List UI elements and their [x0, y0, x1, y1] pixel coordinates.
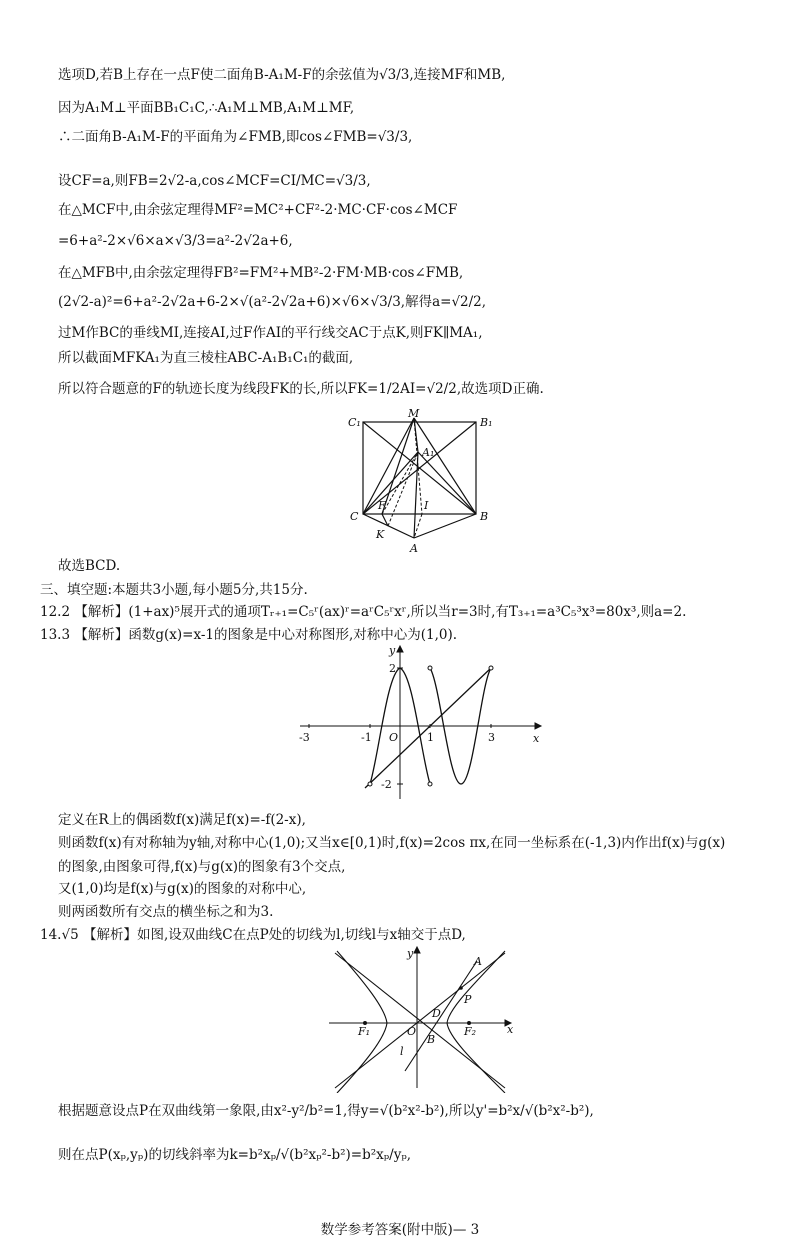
graph-label-2: 2: [389, 662, 396, 675]
label-A1: A₁: [422, 446, 435, 459]
text-line: 根据题意设点P在双曲线第一象限,由x²-y²/b²=1,得y=√(b²x²-b²),所以y'=b²x/√(b²x²-b²),: [58, 1103, 594, 1119]
text-line: ∴二面角B-A₁M-F的平面角为∠FMB,即cos∠FMB=√3/3,: [58, 129, 413, 145]
text-line: 定义在R上的偶函数f(x)满足f(x)=-f(2-x),: [58, 812, 306, 828]
label-C1: C₁: [348, 416, 361, 429]
text-line: 14.√5 【解析】如图,设双曲线C在点P处的切线为l,切线l与x轴交于点D,: [40, 927, 466, 943]
graph-label-y: y: [389, 644, 396, 657]
text-line: 所以截面MFKA₁为直三棱柱ABC-A₁B₁C₁的截面,: [58, 350, 354, 366]
text-line: 过M作BC的垂线MI,连接AI,过F作AI的平行线交AC于点K,则FK∥MA₁,: [58, 325, 483, 341]
text-line: 故选BCD.: [58, 558, 121, 574]
hyper-label-B: B: [427, 1033, 436, 1046]
page-footer: 数学参考答案(附中版)— 3: [320, 1222, 480, 1238]
graph-label-neg3: -3: [299, 731, 310, 744]
graph-label-x: x: [533, 732, 540, 745]
prism-figure: [340, 408, 510, 558]
label-I: I: [424, 499, 429, 512]
graph-label-neg2: -2: [381, 778, 392, 791]
section-heading: 三、填空题:本题共3小题,每小题5分,共15分.: [40, 582, 308, 598]
hyper-label-F1: F₁: [358, 1025, 371, 1038]
label-B1: B₁: [480, 416, 493, 429]
hyper-label-y: y: [407, 947, 414, 960]
graph-label-1: 1: [427, 731, 434, 744]
graph-label-neg1: -1: [361, 731, 372, 744]
text-line: 在△MCF中,由余弦定理得MF²=MC²+CF²-2·MC·CF·cos∠MCF: [58, 202, 458, 218]
text-line: 设CF=a,则FB=2√2-a,cos∠MCF=CI/MC=√3/3,: [58, 173, 371, 189]
hyper-label-F2: F₂: [464, 1025, 477, 1038]
label-C: C: [350, 510, 359, 523]
label-M: M: [408, 408, 420, 420]
hyperbola-figure: [325, 943, 525, 1093]
hyper-label-l: l: [400, 1045, 404, 1058]
hyper-label-P: P: [464, 993, 472, 1006]
label-B: B: [480, 510, 489, 523]
text-line: 13.3 【解析】函数g(x)=x-1的图象是中心对称图形,对称中心为(1,0).: [40, 627, 458, 643]
hyper-label-x: x: [507, 1023, 514, 1036]
graph-label-origin: O: [389, 731, 399, 744]
text-line: 选项D,若B上存在一点F使二面角B-A₁M-F的余弦值为√3/3,连接MF和MB,: [58, 67, 506, 83]
label-K: K: [376, 528, 385, 541]
text-line: (2√2-a)²=6+a²-2√2a+6-2×√(a²-2√2a+6)×√6×√3/3,解得a=√2/2,: [58, 294, 487, 310]
label-A: A: [410, 542, 418, 555]
graph-label-3: 3: [488, 731, 495, 744]
hyper-label-D: D: [432, 1007, 441, 1020]
text-line: =6+a²-2×√6×a×√3/3=a²-2√2a+6,: [58, 233, 293, 249]
text-line: 又(1,0)均是f(x)与g(x)的图象的对称中心,: [58, 881, 307, 897]
text-line: 则函数f(x)有对称轴为y轴,对称中心(1,0);又当x∈[0,1)时,f(x)=2cos πx,在同一坐标系在(-1,3)内作出f(x)与g(x): [58, 835, 726, 851]
text-line: 的图象,由图象可得,f(x)与g(x)的图象有3个交点,: [58, 859, 346, 875]
label-F: F: [378, 499, 386, 512]
hyper-label-A: A: [474, 955, 482, 968]
function-graph: [295, 644, 545, 804]
text-line: 则两函数所有交点的横坐标之和为3.: [58, 904, 274, 920]
text-line: 12.2 【解析】(1+ax)⁵展开式的通项Tᵣ₊₁=C₅ʳ(ax)ʳ=aʳC₅ʳxʳ,所以当r=3时,有T₃₊₁=a³C₅³x³=80x³,则a=2.: [40, 604, 687, 620]
text-line: 所以符合题意的F的轨迹长度为线段FK的长,所以FK=1/2AI=√2/2,故选项D正确.: [58, 381, 544, 397]
text-line: 在△MFB中,由余弦定理得FB²=FM²+MB²-2·FM·MB·cos∠FMB,: [58, 265, 464, 281]
hyper-label-O: O: [407, 1025, 417, 1038]
text-line: 则在点P(xₚ,yₚ)的切线斜率为k=b²xₚ/√(b²xₚ²-b²)=b²xₚ/yₚ,: [58, 1147, 412, 1163]
text-line: 因为A₁M⊥平面BB₁C₁C,∴A₁M⊥MB,A₁M⊥MF,: [58, 100, 355, 116]
